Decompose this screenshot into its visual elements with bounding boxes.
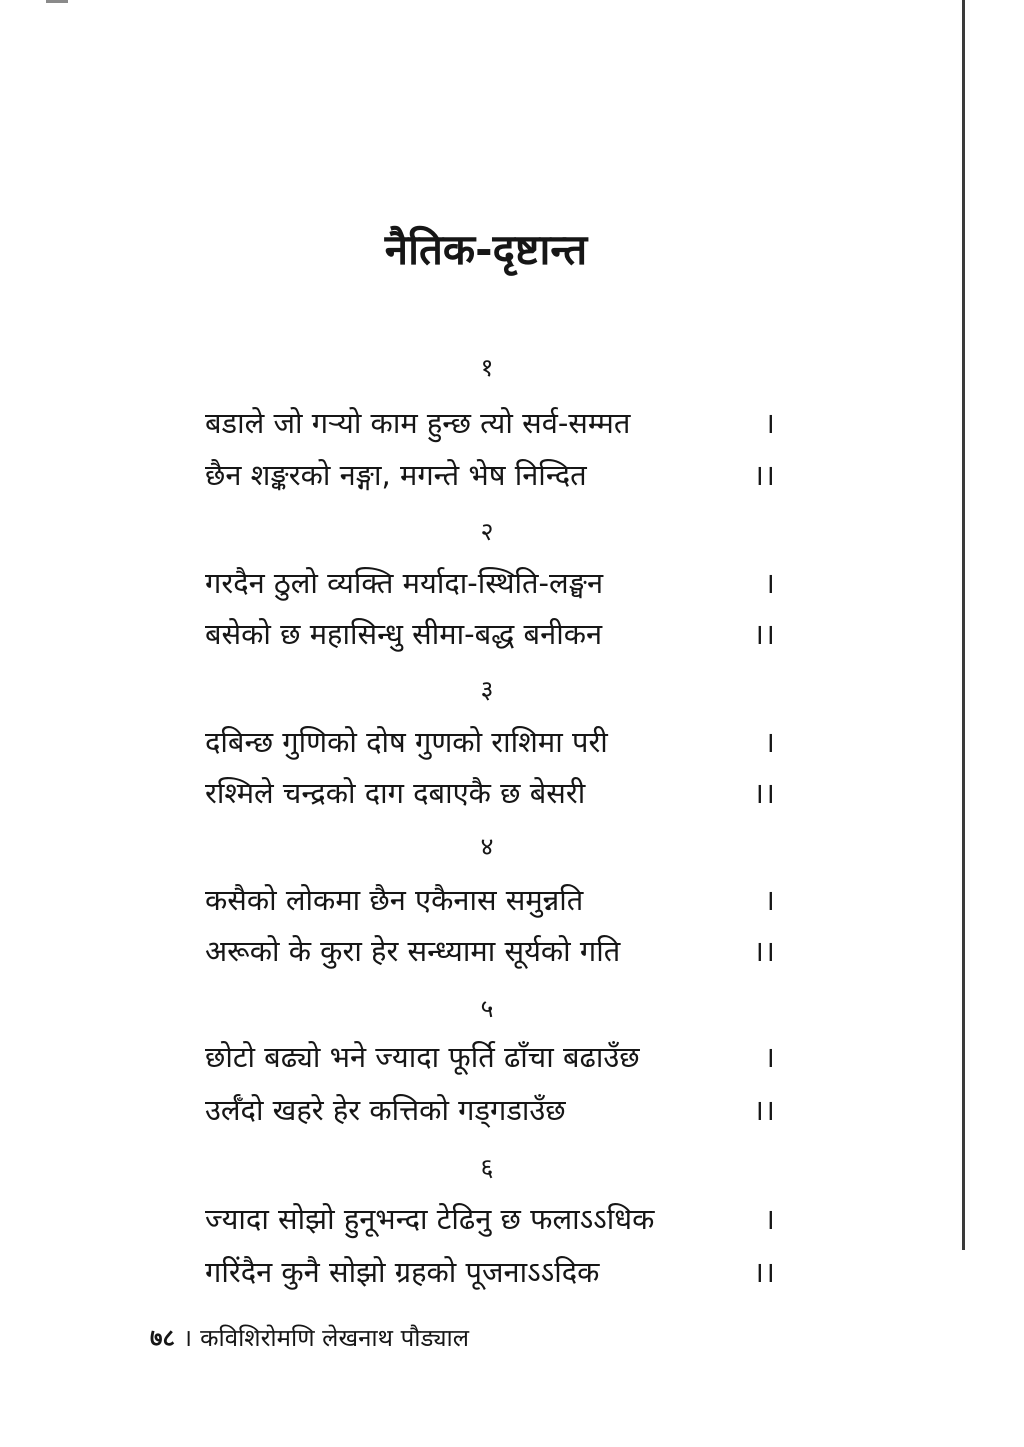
page-edge-line: [962, 0, 965, 1250]
verse-line: [205, 614, 775, 654]
verse-number: १: [480, 353, 494, 382]
verse-line-text: छैन शङ्करको नङ्गा, मगन्ते भेष निन्दित: [205, 458, 587, 492]
verse-line-text: बसेको छ महासिन्धु सीमा-बद्ध बनीकन: [205, 617, 603, 651]
verse-line-end: ।।: [753, 776, 775, 810]
verse-number: ५: [480, 994, 494, 1023]
verse-number: २: [480, 517, 494, 546]
verse-line-end: ।: [764, 1202, 775, 1236]
verse-line: [205, 773, 775, 813]
scan-mark: [46, 0, 68, 3]
verse-line-end: ।: [764, 1040, 775, 1074]
verse-line-end: ।।: [753, 1255, 775, 1289]
verse-line-end: ।।: [753, 617, 775, 651]
verse-line: [205, 1037, 775, 1077]
verse-line-text: बडाले जो गऱ्यो काम हुन्छ त्यो सर्व-सम्मत: [205, 406, 631, 440]
verse-line-text: गरिंदैन कुनै सोझो ग्रहको पूजनाऽऽदिक: [205, 1255, 600, 1289]
verse-number: ३: [480, 675, 494, 704]
page-footer: [150, 1321, 610, 1355]
verse-line-end: ।।: [753, 934, 775, 968]
verse-line: [205, 931, 775, 971]
verse-line: [205, 403, 775, 443]
verse-line-text: छोटो बढ्यो भने ज्यादा फूर्ति ढाँचा बढाउँछ: [205, 1040, 640, 1074]
page-number: ७८: [150, 1324, 175, 1352]
verse-line-end: ।: [764, 883, 775, 917]
footer-author: कविशिरोमणि लेखनाथ पौड्याल: [200, 1324, 470, 1352]
verse-line: [205, 455, 775, 495]
verse-line-text: ज्यादा सोझो हुनूभन्दा टेढिनु छ फलाऽऽधिक: [205, 1202, 655, 1236]
verse-line-text: अरूको के कुरा हेर सन्ध्यामा सूर्यको गति: [205, 934, 621, 968]
poem-title: नैतिक-दृष्टान्त: [384, 225, 588, 274]
verse-line-end: ।।: [753, 1093, 775, 1127]
verse-number: ४: [480, 832, 494, 861]
verse-line: [205, 563, 775, 603]
verse-number: ६: [480, 1153, 494, 1182]
verse-line-text: दबिन्छ गुणिको दोष गुणको राशिमा परी: [205, 725, 608, 759]
footer-separator: ।: [182, 1324, 193, 1352]
verse-line-text: गरदैन ठुलो व्यक्ति मर्यादा-स्थिति-लङ्घन: [205, 566, 604, 600]
verse-line-text: रश्मिले चन्द्रको दाग दबाएकै छ बेसरी: [205, 776, 586, 810]
verse-line: [205, 1252, 775, 1292]
verse-line: [205, 1199, 775, 1239]
verse-line-end: ।: [764, 406, 775, 440]
verse-line-end: ।: [764, 725, 775, 759]
verse-line-text: उर्लँदो खहरे हेर कत्तिको गड्गडाउँछ: [205, 1093, 566, 1127]
verse-line-end: ।: [764, 566, 775, 600]
verse-line: [205, 880, 775, 920]
verse-line: [205, 722, 775, 762]
verse-line-end: ।।: [753, 458, 775, 492]
verse-line-text: कसैको लोकमा छैन एकैनास समुन्नति: [205, 883, 584, 917]
verse-line: [205, 1090, 775, 1130]
